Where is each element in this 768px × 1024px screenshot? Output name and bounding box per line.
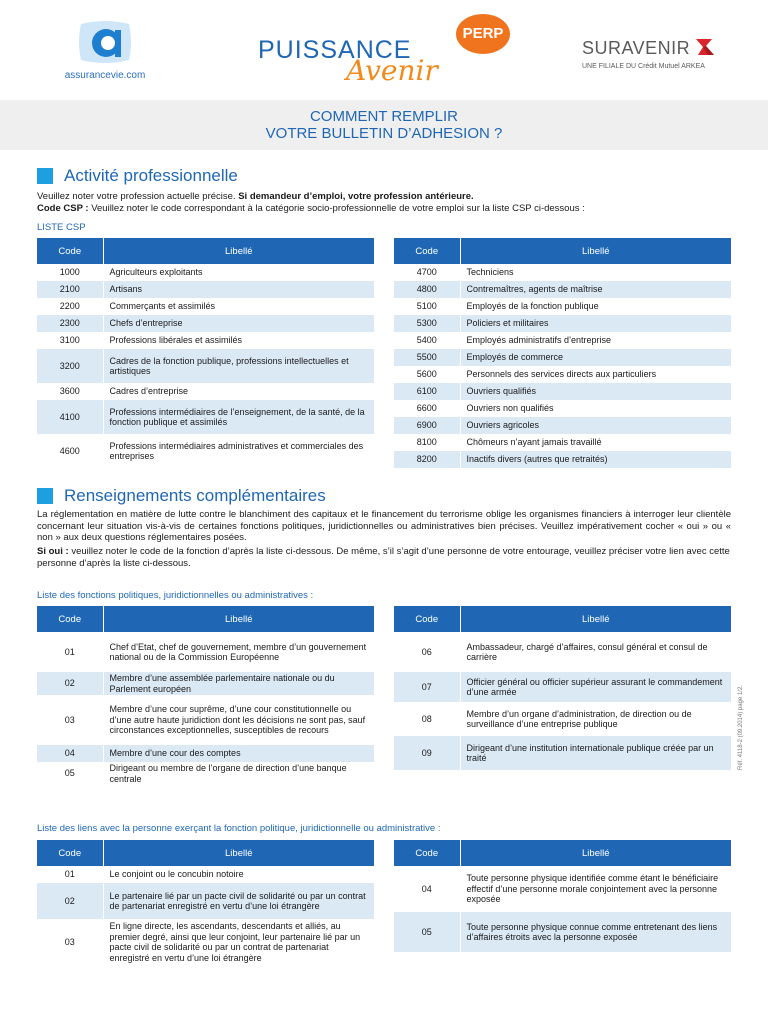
insurer-name: SURAVENIR	[582, 38, 691, 58]
suravenir-flag-icon	[694, 36, 716, 58]
table-row	[394, 400, 731, 417]
table-row	[37, 745, 374, 762]
row-label: Employés de la fonction publique	[460, 298, 731, 315]
table-row	[37, 264, 374, 281]
column-header-libelle: Libellé	[460, 238, 731, 264]
row-code: 8100	[394, 434, 460, 451]
page-header	[0, 0, 768, 100]
column-header-libelle: Libellé	[103, 238, 374, 264]
row-label: Professions libérales et assimilés	[103, 332, 374, 349]
row-label: Membre d’un organe d’administration, de direction ou de surveillance d’une entreprise publique	[460, 702, 731, 736]
table-row	[394, 451, 731, 468]
row-code: 06	[394, 632, 460, 672]
perp-badge: PERP	[456, 14, 510, 54]
assurancevie-logo[interactable]	[60, 18, 150, 88]
row-code: 5500	[394, 349, 460, 366]
row-code: 4800	[394, 281, 460, 298]
table-row	[37, 383, 374, 400]
column-header-code: Code	[394, 238, 460, 264]
row-label: Policiers et militaires	[460, 315, 731, 332]
row-label: Ambassadeur, chargé d’affaires, consul général et consul de carrière	[460, 632, 731, 672]
activite-instructions	[37, 191, 731, 214]
row-code: 02	[37, 672, 103, 695]
row-label: Ouvriers qualifiés	[460, 383, 731, 400]
column-header-libelle: Libellé	[103, 606, 374, 632]
table-row	[37, 632, 374, 672]
table-row	[37, 315, 374, 332]
row-label: Professions intermédiaires de l’enseignement, de la santé, de la fonction publique et assimilés	[103, 400, 374, 434]
instruction-text: Veuillez noter votre profession actuelle précise.	[37, 191, 239, 202]
row-code: 03	[37, 695, 103, 745]
liste-fonctions-label: Liste des fonctions politiques, juridictionnelles ou administratives :	[37, 590, 314, 601]
fonctions-table-right	[394, 606, 731, 770]
section-bullet-icon	[37, 168, 53, 184]
page-title-banner	[0, 100, 768, 150]
row-label: Membre d’une assemblée parlementaire nationale ou du Parlement européen	[103, 672, 374, 695]
row-label: Chef d’Etat, chef de gouvernement, membre d’un gouvernement national ou de la Commission Européenne	[103, 632, 374, 672]
table-row	[394, 366, 731, 383]
table-row	[394, 332, 731, 349]
row-label: Employés de commerce	[460, 349, 731, 366]
row-label: Professions intermédiaires administratives et commerciales des entreprises	[103, 434, 374, 468]
table-row	[394, 264, 731, 281]
row-label: Techniciens	[460, 264, 731, 281]
table-row	[394, 866, 731, 912]
column-header-libelle: Libellé	[460, 606, 731, 632]
page-title-line2: VOTRE BULLETIN D’ADHESION ?	[265, 125, 503, 142]
table-row	[37, 883, 374, 919]
code-csp-label: Code CSP :	[37, 202, 92, 214]
table-row	[37, 281, 374, 298]
row-code: 03	[37, 919, 103, 965]
row-label: Ouvriers non qualifiés	[460, 400, 731, 417]
section-bullet-icon	[37, 488, 53, 504]
section-heading-renseignements	[37, 486, 326, 506]
document-reference: Réf. 4118-2 (09.2014) page 1/2.	[738, 685, 744, 770]
table-row	[394, 736, 731, 770]
row-label: Le conjoint ou le concubin notoire	[103, 866, 374, 883]
row-code: 4700	[394, 264, 460, 281]
column-header-code: Code	[37, 238, 103, 264]
table-row	[37, 434, 374, 468]
table-row	[37, 332, 374, 349]
column-header-code: Code	[37, 606, 103, 632]
row-label: Contremaîtres, agents de maîtrise	[460, 281, 731, 298]
row-code: 2100	[37, 281, 103, 298]
row-code: 6900	[394, 417, 460, 434]
section-title: Activité professionnelle	[64, 166, 238, 185]
table-row	[37, 866, 374, 883]
row-code: 4600	[37, 434, 103, 468]
row-code: 1000	[37, 264, 103, 281]
row-code: 05	[37, 762, 103, 785]
code-csp-text: Veuillez noter le code correspondant à la catégorie socio-professionnelle de votre emploi sur la liste CSP ci-dessous :	[91, 202, 585, 214]
table-row	[37, 298, 374, 315]
table-row	[394, 417, 731, 434]
csp-table-left	[37, 238, 374, 468]
row-label: Officier général ou officier supérieur assurant le commandement d’une armée	[460, 672, 731, 702]
suravenir-logo	[582, 38, 732, 88]
row-label: Agriculteurs exploitants	[103, 264, 374, 281]
row-label: Dirigeant d’une institution internationale publique créée par un traité	[460, 736, 731, 770]
row-code: 5600	[394, 366, 460, 383]
section-heading-activite	[37, 166, 238, 186]
table-row	[37, 672, 374, 695]
row-label: Cadres de la fonction publique, professions intellectuelles et artistiques	[103, 349, 374, 383]
row-code: 04	[37, 745, 103, 762]
row-code: 07	[394, 672, 460, 702]
row-code: 04	[394, 866, 460, 912]
table-row	[37, 349, 374, 383]
assurancevie-a-icon	[75, 18, 135, 66]
page-title-line1: COMMENT REMPLIR	[309, 108, 459, 125]
column-header-libelle: Libellé	[460, 840, 731, 866]
puissance-avenir-logo	[258, 14, 518, 94]
product-name: PUISSANCE	[258, 36, 412, 64]
assurancevie-url[interactable]: assurancevie.com	[64, 70, 146, 81]
row-label: En ligne directe, les ascendants, descendants et alliés, au premier degré, ainsi que leur conjoint, leur partenaire lié par un pacte civil de solidarité ou par un contrat de partenariat enregistré en vertu d’une loi étrangère	[103, 919, 374, 965]
row-code: 2200	[37, 298, 103, 315]
table-row	[394, 672, 731, 702]
column-header-libelle: Libellé	[103, 840, 374, 866]
table-row	[394, 315, 731, 332]
row-label: Chefs d’entreprise	[103, 315, 374, 332]
liste-liens-label: Liste des liens avec la personne exerçant la fonction politique, juridictionnelle ou administrative :	[37, 823, 441, 834]
row-label: Chômeurs n’ayant jamais travaillé	[460, 434, 731, 451]
row-label: Artisans	[103, 281, 374, 298]
column-header-code: Code	[37, 840, 103, 866]
row-code: 01	[37, 632, 103, 672]
table-row	[394, 632, 731, 672]
liens-table-left	[37, 840, 374, 965]
row-code: 3200	[37, 349, 103, 383]
insurer-subtitle: UNE FILIALE DU Crédit Mutuel ARKEA	[582, 63, 705, 70]
instruction-bold: Si demandeur d’emploi, votre profession antérieure.	[238, 191, 474, 202]
table-row	[37, 695, 374, 745]
si-oui-text: veuillez noter le code de la fonction d’après la liste ci-dessous. De même, s’il s’agit d’une personne de votre entourage, veuillez préciser votre lien avec cette personne d’après la liste ci-dessous.	[37, 546, 730, 569]
row-label: Inactifs divers (autres que retraités)	[460, 451, 731, 468]
table-row	[394, 383, 731, 400]
row-code: 4100	[37, 400, 103, 434]
si-oui-paragraph	[37, 546, 731, 569]
row-code: 01	[37, 866, 103, 883]
column-header-code: Code	[394, 606, 460, 632]
section-title: Renseignements complémentaires	[64, 486, 326, 505]
row-label: Personnels des services directs aux particuliers	[460, 366, 731, 383]
row-code: 8200	[394, 451, 460, 468]
si-oui-label: Si oui :	[37, 546, 72, 557]
table-row	[37, 400, 374, 434]
liens-table-right	[394, 840, 731, 952]
liste-csp-label: LISTE CSP	[37, 222, 86, 233]
row-label: Le partenaire lié par un pacte civil de solidarité ou par un contrat de partenariat enregistré en vertu d’une loi étrangère	[103, 883, 374, 919]
row-label: Ouvriers agricoles	[460, 417, 731, 434]
row-label: Toute personne physique connue comme entretenant des liens d’affaires étroits avec la personne exposée	[460, 912, 731, 952]
column-header-code: Code	[394, 840, 460, 866]
row-label: Commerçants et assimilés	[103, 298, 374, 315]
csp-table-right	[394, 238, 731, 468]
row-label: Membre d’une cour suprême, d’une cour constitutionnelle ou d’une autre haute juridiction dont les décisions ne sont pas, sauf circonstances exceptionnelles, susceptibles de recours	[103, 695, 374, 745]
row-code: 05	[394, 912, 460, 952]
row-label: Membre d’une cour des comptes	[103, 745, 374, 762]
row-code: 09	[394, 736, 460, 770]
row-label: Dirigeant ou membre de l’organe de direction d’une banque centrale	[103, 762, 374, 785]
product-subname: Avenir	[346, 54, 438, 87]
row-code: 5100	[394, 298, 460, 315]
table-row	[37, 919, 374, 965]
row-code: 3600	[37, 383, 103, 400]
row-code: 08	[394, 702, 460, 736]
table-row	[394, 349, 731, 366]
row-code: 02	[37, 883, 103, 919]
table-row	[37, 762, 374, 785]
table-row	[394, 298, 731, 315]
renseignements-paragraph: La réglementation en matière de lutte contre le blanchiment des capitaux et le financement du terrorisme oblige les organismes financiers à interroger leur clientèle concernant leur situation vis-à-vis de certaines fonctions politiques, juridictionnelles ou administratives bien précises. Veuillez impérativement cocher « oui » ou « non » aux deux questions réglementaires posées.	[37, 509, 731, 543]
row-code: 5300	[394, 315, 460, 332]
row-code: 6100	[394, 383, 460, 400]
row-code: 2300	[37, 315, 103, 332]
table-row	[394, 281, 731, 298]
table-row	[394, 434, 731, 451]
table-row	[394, 702, 731, 736]
row-label: Toute personne physique identifiée comme étant le bénéficiaire effectif d’une personne morale conjointement avec la personne exposée	[460, 866, 731, 912]
row-code: 6600	[394, 400, 460, 417]
row-label: Cadres d’entreprise	[103, 383, 374, 400]
row-code: 3100	[37, 332, 103, 349]
table-row	[394, 912, 731, 952]
fonctions-table-left	[37, 606, 374, 785]
row-label: Employés administratifs d’entreprise	[460, 332, 731, 349]
row-code: 5400	[394, 332, 460, 349]
